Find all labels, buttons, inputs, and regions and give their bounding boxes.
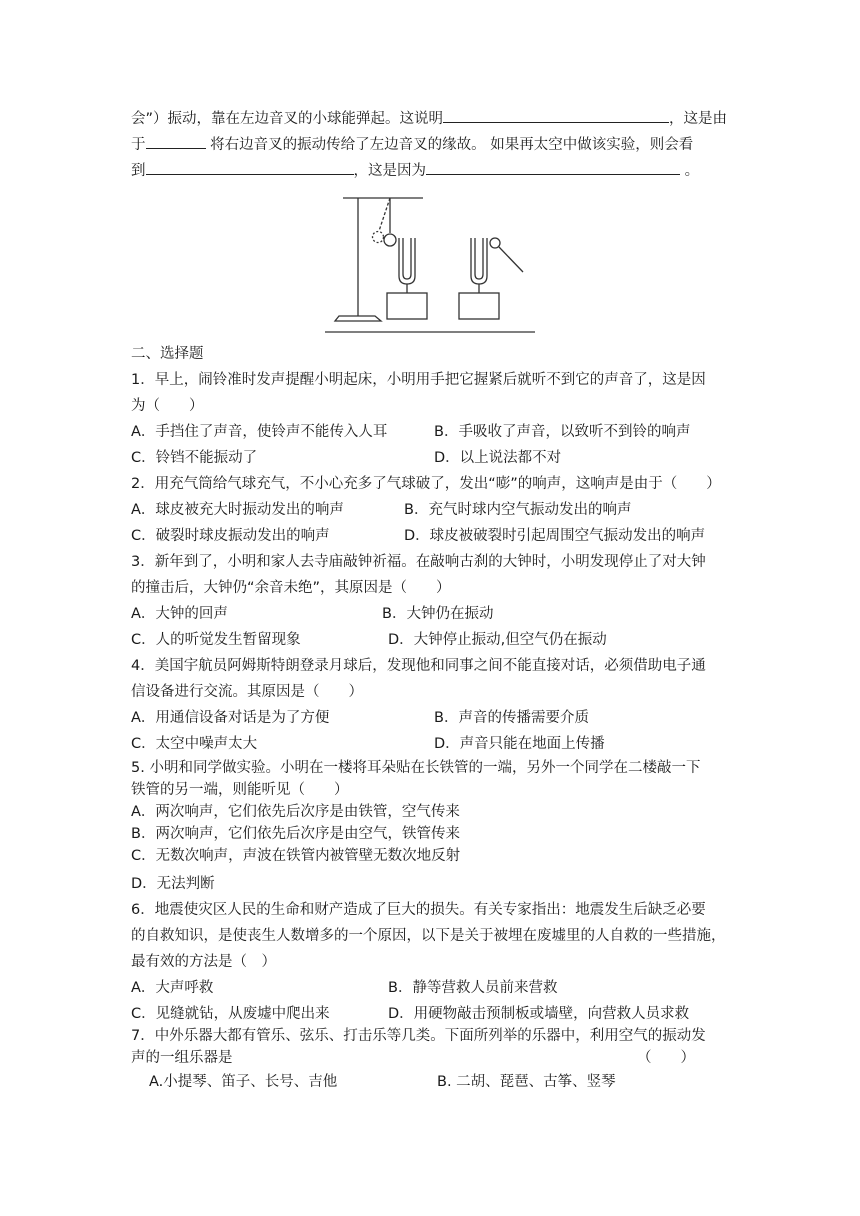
option-a[interactable]: A.小提琴、笛子、长号、吉他 (149, 1074, 338, 1090)
option-b[interactable]: B．手吸收了声音，以致听不到铃的响声 (434, 424, 691, 440)
option-a[interactable]: A．球皮被充大时振动发出的响声 (131, 502, 344, 518)
option-a[interactable]: A．手挡住了声音，使铃声不能传入人耳 (131, 424, 388, 440)
option-b[interactable]: B．静等营救人员前来营救 (388, 980, 558, 996)
question-stem: 2．用充气筒给气球充气，不小心充多了气球破了，发出“嘭”的响声，这响声是由于（ ） (131, 476, 721, 492)
question-stem: 的自救知识，是使丧生人数增多的一个原因，以下是关于被埋在废墟里的人自救的一些措施， (131, 928, 726, 944)
question-stem: 铁管的另一端，则能听见（ ） (131, 782, 349, 798)
option-a[interactable]: A．大钟的回声 (131, 606, 228, 622)
question-stem: 3．新年到了，小明和家人去寺庙敲钟祈福。在敲响古刹的大钟时，小明发现停止了对大钟 (131, 554, 706, 570)
option-b[interactable]: B．充气时球内空气振动发出的响声 (404, 502, 632, 518)
option-c[interactable]: C．破裂时球皮振动发出的响声 (131, 528, 330, 544)
option-b[interactable]: B．声音的传播需要介质 (434, 710, 589, 726)
option-b[interactable]: B．大钟仍在振动 (382, 606, 494, 622)
question-stem: 6．地震使灾区人民的生命和财产造成了巨大的损失。有关专家指出：地震发生后缺乏必要 (131, 902, 706, 918)
question-stem: 4．美国宇航员阿姆斯特朗登录月球后，发现他和同事之间不能直接对话，必须借助电子通 (131, 658, 706, 674)
option-c[interactable]: C．见缝就钻，从废墟中爬出来 (131, 1006, 330, 1022)
answer-blank[interactable] (443, 108, 669, 123)
question-stem: 信设备进行交流。其原因是（ ） (131, 684, 363, 700)
intro-text: 会”）振动，靠在左边音叉的小球能弹起。这说明 (131, 111, 444, 127)
section-title: 二、选择题 (131, 346, 204, 362)
option-a[interactable]: A．用通信设备对话是为了方便 (131, 710, 330, 726)
option-d[interactable]: D．声音只能在地面上传播 (434, 736, 605, 752)
question-stem: 的撞击后，大钟仍“余音未绝”，其原因是（ ） (131, 580, 451, 596)
option-d[interactable]: D．用硬物敲击预制板或墙壁，向营救人员求救 (388, 1006, 690, 1022)
question-stem: 最有效的方法是（ ） (131, 954, 276, 970)
answer-blank[interactable] (146, 134, 206, 149)
option-c[interactable]: C．太空中噪声太大 (131, 736, 258, 752)
question-stem: 声的一组乐器是 (131, 1050, 233, 1066)
answer-blank[interactable] (426, 160, 680, 175)
tuning-fork-figure (323, 188, 538, 338)
answer-blank[interactable] (146, 160, 354, 175)
intro-line-3 (131, 160, 699, 181)
intro-text: 于 (131, 137, 146, 153)
option-a[interactable]: A．大声呼救 (131, 980, 214, 996)
option-b[interactable]: B．两次响声，它们依先后次序是由空气，铁管传来 (131, 826, 460, 842)
option-d[interactable]: D．大钟停止振动,但空气仍在振动 (388, 632, 607, 648)
intro-text: ，这是因为 (353, 163, 426, 179)
question-stem: 1．早上，闹铃准时发声提醒小明起床，小明用手把它握紧后就听不到它的声音了，这是因 (131, 372, 706, 388)
option-d[interactable]: D．无法判断 (131, 876, 215, 892)
intro-line-2 (131, 134, 693, 155)
intro-line-1 (131, 108, 727, 129)
option-c[interactable]: C．无数次响声，声波在铁管内被管壁无数次地反射 (131, 848, 461, 864)
option-b[interactable]: B. 二胡、琵琶、古筝、竖琴 (437, 1074, 616, 1090)
question-stem: 5. 小明和同学做实验。小明在一楼将耳朵贴在长铁管的一端，另外一个同学在二楼敲一下 (131, 760, 701, 776)
option-d[interactable]: D．球皮被破裂时引起周围空气振动发出的响声 (404, 528, 706, 544)
option-a[interactable]: A．两次响声，它们依先后次序是由铁管，空气传来 (131, 804, 460, 820)
option-c[interactable]: C．人的听觉发生暂留现象 (131, 632, 301, 648)
intro-text: ，这是由 (669, 111, 728, 127)
answer-paren[interactable]: （ ） (637, 1050, 695, 1066)
intro-text: 到 (131, 163, 146, 179)
question-stem: 为（ ） (131, 398, 204, 414)
option-c[interactable]: C．铃铛不能振动了 (131, 450, 258, 466)
intro-text: 。 (680, 163, 700, 179)
option-d[interactable]: D．以上说法都不对 (434, 450, 562, 466)
intro-text: 将右边音叉的振动传给了左边音叉的缘故。 如果再太空中做该实验，则会看 (205, 137, 694, 153)
question-stem: 7．中外乐器大都有管乐、弦乐、打击乐等几类。下面所列举的乐器中，利用空气的振动发 (131, 1028, 706, 1044)
